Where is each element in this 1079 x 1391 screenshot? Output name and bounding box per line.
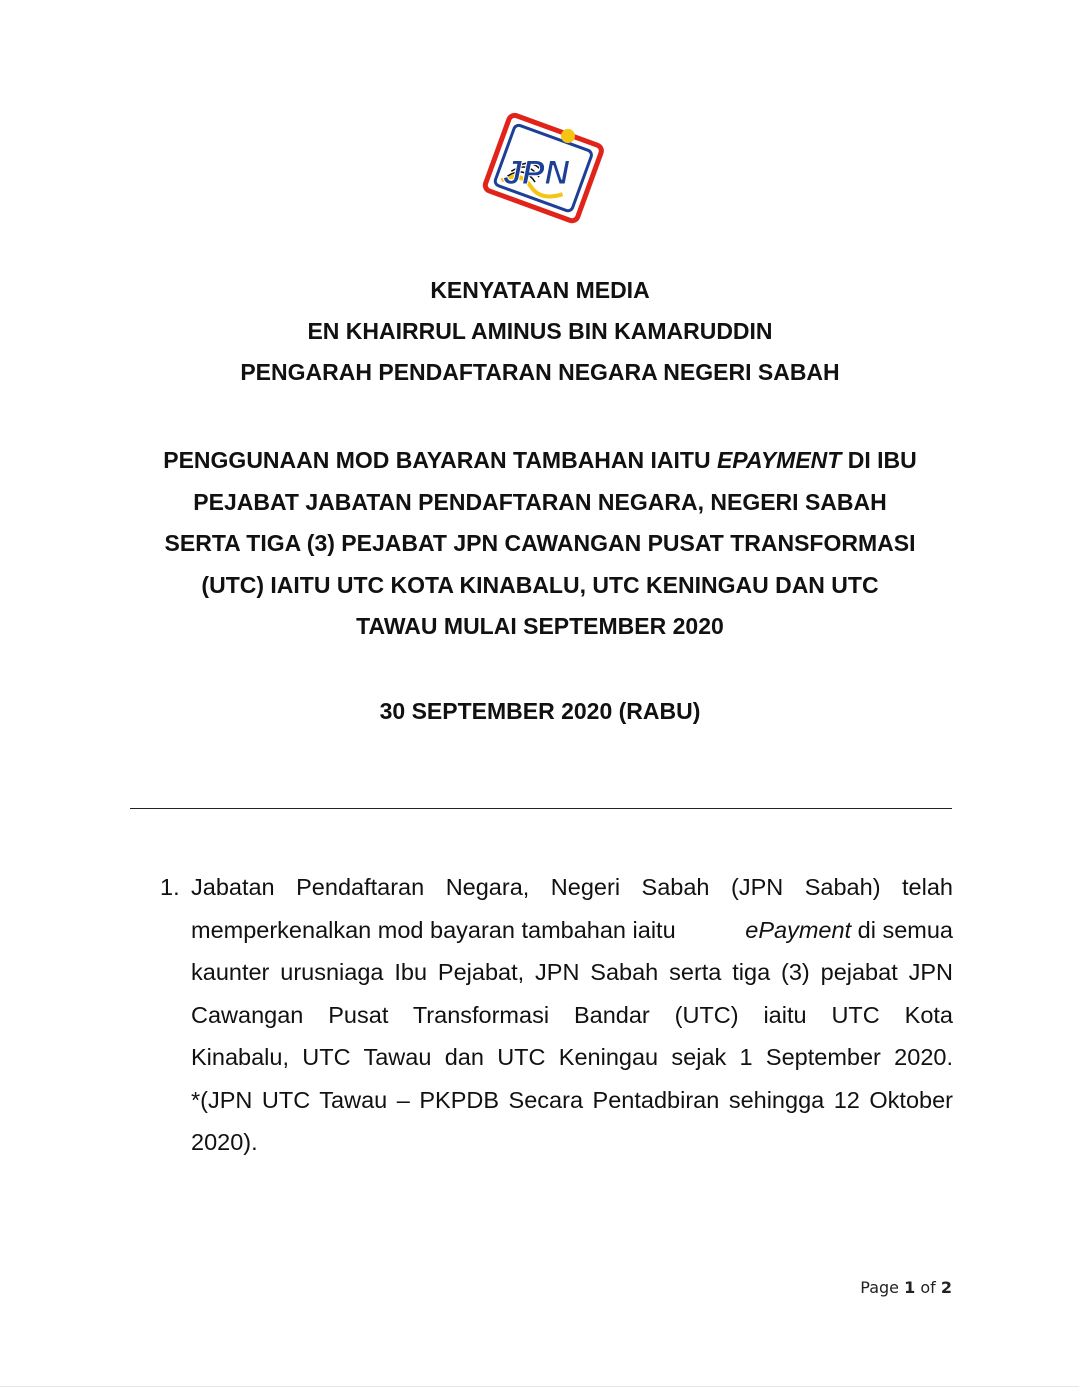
paragraph-1 xyxy=(160,866,953,1164)
page-edge xyxy=(0,1386,1079,1387)
subject-line-2: PEJABAT JABATAN PENDAFTARAN NEGARA, NEGERI SABAH xyxy=(193,488,887,515)
paragraph-line: Cawangan Pusat Transformasi Bandar (UTC) iaitu UTC Kota xyxy=(191,1001,953,1028)
statement-date: 30 SEPTEMBER 2020 (RABU) xyxy=(379,698,701,724)
epayment-emphasis: EPAYMENT xyxy=(716,447,842,473)
media-heading xyxy=(100,270,980,393)
director-name: EN KHAIRRUL AMINUS BIN KAMARUDDIN xyxy=(307,318,773,344)
director-title: PENGARAH PENDAFTARAN NEGARA NEGERI SABAH xyxy=(240,359,840,385)
jpn-logo xyxy=(478,98,608,240)
subject-line-3: SERTA TIGA (3) PEJABAT JPN CAWANGAN PUSAT TRANSFORMASI xyxy=(164,530,916,556)
paragraph-line: Jabatan Pendaftaran Negara, Negeri Sabah (JPN Sabah) telah xyxy=(191,874,953,900)
subject-line-5: TAWAU MULAI SEPTEMBER 2020 xyxy=(356,613,724,639)
paragraph-number: 1. xyxy=(160,874,180,900)
media-title: KENYATAAN MEDIA xyxy=(430,277,650,303)
paragraph-line: Kinabalu, UTC Tawau dan UTC Keningau sejak 1 September 2020. xyxy=(191,1044,953,1070)
paragraph-line: memperkenalkan mod bayaran tambahan iaitu ePayment di semua xyxy=(191,916,953,943)
subject-line-4: (UTC) IAITU UTC KOTA KINABALU, UTC KENINGAU DAN UTC xyxy=(201,571,879,598)
paragraph-line: kaunter urusniaga Ibu Pejabat, JPN Sabah serta tiga (3) pejabat JPN xyxy=(191,959,953,985)
subject-line-1: PENGGUNAAN MOD BAYARAN TAMBAHAN IAITU EPAYMENT DI IBU xyxy=(163,447,917,473)
separator-line xyxy=(130,808,952,809)
page-number: Page 1 of 2 xyxy=(860,1278,952,1297)
epayment-emphasis: ePayment xyxy=(745,916,852,943)
paragraph-line: 2020). xyxy=(191,1129,258,1155)
paragraph-line: *(JPN UTC Tawau – PKPDB Secara Pentadbiran sehingga 12 Oktober xyxy=(191,1086,953,1113)
subject-heading xyxy=(100,440,980,648)
logo-text: JPN xyxy=(502,154,570,192)
